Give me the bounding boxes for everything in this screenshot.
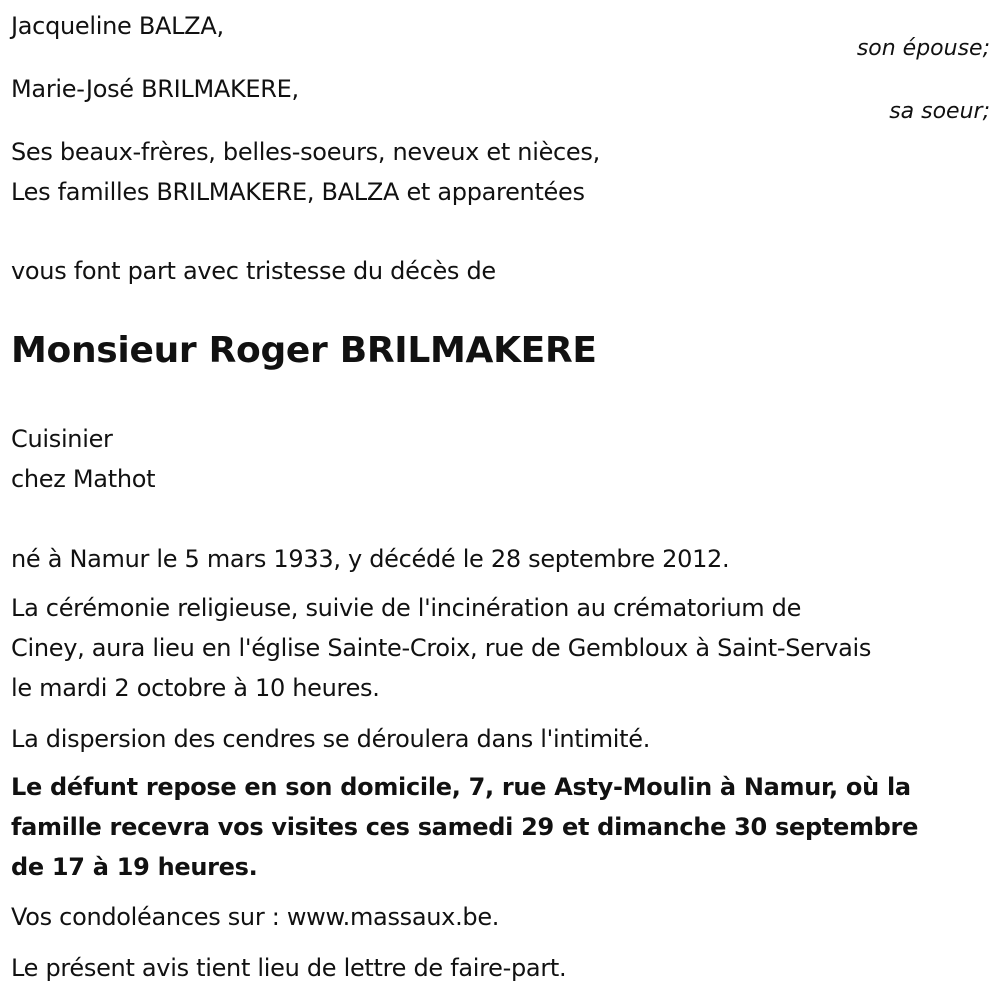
notice-line: Le présent avis tient lieu de lettre de faire-part. <box>11 954 567 982</box>
ceremony-line-2: Ciney, aura lieu en l'église Sainte-Croix, rue de Gembloux à Saint-Servais <box>11 634 872 662</box>
visitation-line-1: Le défunt repose en son domicile, 7, rue Asty-Moulin à Namur, où la <box>11 773 911 801</box>
announcement: vous font part avec tristesse du décès de <box>11 257 496 285</box>
ceremony-line-1: La cérémonie religieuse, suivie de l'incinération au crématorium de <box>11 594 802 622</box>
deceased-name: Monsieur Roger BRILMAKERE <box>11 330 597 371</box>
visitation-line-3: de 17 à 19 heures. <box>11 853 258 881</box>
occupation-line-1: Cuisinier <box>11 425 113 453</box>
sister-name: Marie-José BRILMAKERE, <box>11 75 299 103</box>
spouse-relation: son épouse; <box>856 36 990 61</box>
families-line: Les familles BRILMAKERE, BALZA et apparentées <box>11 178 585 206</box>
visitation-line-2: famille recevra vos visites ces samedi 29 et dimanche 30 septembre <box>11 813 919 841</box>
ashes-line: La dispersion des cendres se déroulera dans l'intimité. <box>11 725 651 753</box>
occupation-line-2: chez Mathot <box>11 465 156 493</box>
ceremony-line-3: le mardi 2 octobre à 10 heures. <box>11 674 380 702</box>
condolences-line: Vos condoléances sur : www.massaux.be. <box>11 903 500 931</box>
birth-death-line: né à Namur le 5 mars 1933, y décédé le 28 septembre 2012. <box>11 545 730 573</box>
in-laws-line: Ses beaux-frères, belles-soeurs, neveux et nièces, <box>11 138 600 166</box>
spouse-name: Jacqueline BALZA, <box>11 12 224 40</box>
sister-relation: sa soeur; <box>889 99 990 124</box>
